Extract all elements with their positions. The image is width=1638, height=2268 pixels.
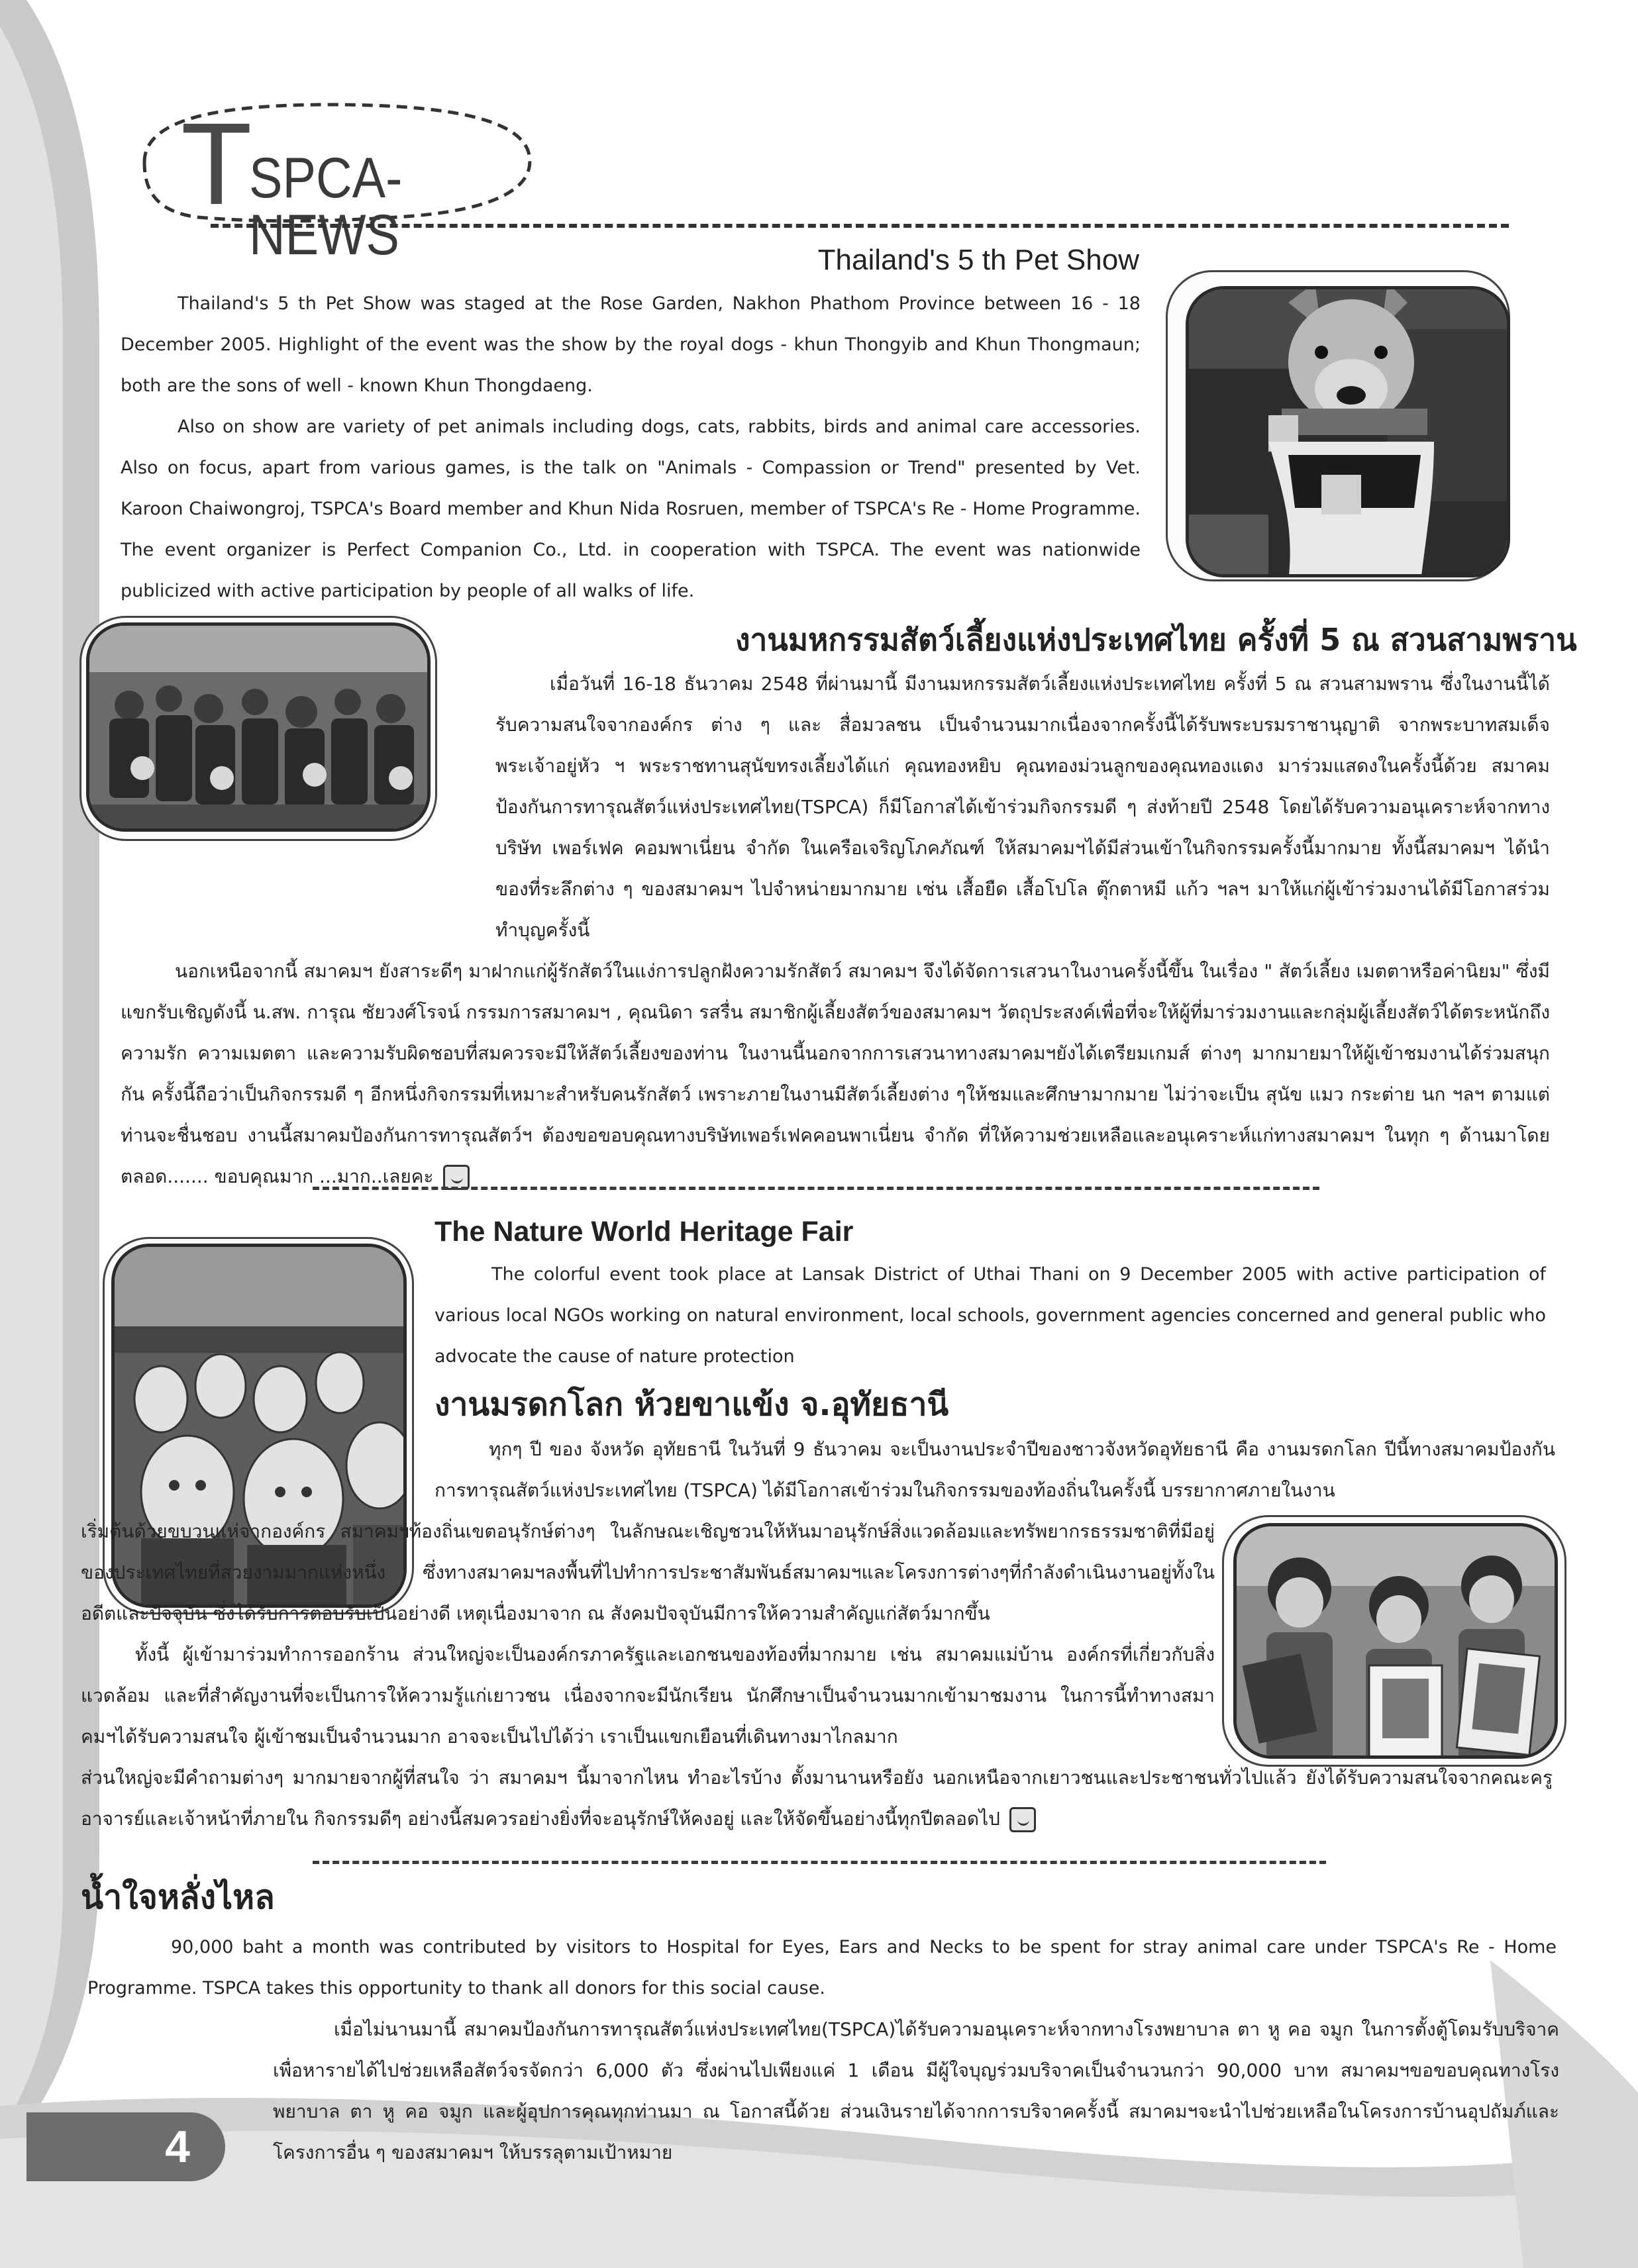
masthead-title: SPCA-NEWS <box>249 146 403 267</box>
pet-show-body-en <box>121 283 1141 612</box>
pet-show-th-paragraph-2-text: นอกเหนือจากนี้ สมาคมฯ ยังสาระดีๆ มาฝากแก่ผู้รักสัตว์ในแง่การปลูกฝังความรักสัตว์ สมาคมฯ จึงได้จัดการเสวนาในงานครั้งนี้ขึ้น ในเรื่อง " สัตว์เลี้ยง เมตตาหรือค่านิยม" ซึ่งมีแขกรับเชิญดังนี้ น.สพ. การุณ ชัยวงศ์โรจน์ กรรมการสมาคมฯ , คุณนิดา รสรื่น สมาชิกผู้เลี้ยงสัตว์ของสมาคมฯ วัตถุประสงค์เพื่อที่จะให้ผู้ที่มาร่วมงานและกลุ่มผู้เลี้ยงสัตว์ได้ตระหนักถึงความรัก ความเมตตา และความรับผิดชอบที่สมควรจะมีให้สัตว์เลี้ยงของท่าน ในงานนี้นอกจากการเสวนาทางสมาคมฯยังได้เตรียมเกมส์ ต่างๆ มากมายมาให้ผู้เข้าชมงานได้ร่วมสนุกกัน ครั้งนี้ถือว่าเป็นกิจกรรมดี ๆ อีกหนึ่งกิจกรรมที่เหมาะสำหรับคนรักสัตว์ เพราะภายในงานมีสัตว์เลี้ยงต่าง ๆให้ชมและศึกษามากมาย ไม่ว่าจะเป็น สุนัข แมว กระต่าย นก ฯลฯ ตามแต่ท่านจะชื่นชอบ งานนี้สมาคมป้องกันการทารุณสัตว์ฯ ต้องขอขอบคุณทางบริษัทเพอร์เฟคคอนพาเนี่ยน จำกัด ที่ให้ความช่วยเหลือและอนุเคราะห์แก่ทางสมาคมฯ ในทุก ๆ ด้านมาโดยตลอด....... ขอบคุณมาก ...มาก..เลยคะ <box>121 960 1550 1187</box>
wave-icon <box>1009 1807 1036 1832</box>
pet-show-paragraph-2: Also on show are variety of pet animals including dogs, cats, rabbits, birds and animal care accessories. Also on focus, apart from various games, is the talk on "Animals - Compassion or Trend" presented by Vet. Karoon Chaiwongroj, TSPCA's Board member and Khun Nida Rosruen, member of TSPCA's Re - Home Programme. The event organizer is Perfect Companion Co., Ltd. in cooperation with TSPCA. The event was nationwide publicized with active participation by people of all walks of life. <box>121 417 1141 601</box>
royal-dog-photo <box>1186 286 1510 577</box>
pet-show-title-th: งานมหกรรมสัตว์เลี้ยงแห่งประเทศไทย ครั้งที่ 5 ณ สวนสามพราน <box>735 622 1577 658</box>
heritage-th-paragraph-2: เริ่มต้นด้วยขบวนแห่จากองค์กร สมาคมฯท้องถิ่นเขตอนุรักษ์ต่างๆ ในลักษณะเชิญชวนให้หันมาอนุรักษ์สิ่งแวดล้อมและทรัพยากรธรรมชาติที่มีอยู่ของประเทศไทยที่สวยงามมากแห่งหนึ่ง ซึ่งทางสมาคมฯลงพื้นที่ไปทำการประชาสัมพันธ์สมาคมฯและโครงการต่างๆที่กำลังดำเนินงานอยู่ทั้งในอดีตและปัจจุบัน ซึ่งได้รับการตอบรับเป็นอย่างดี เหตุเนื่องมาจาก ณ สังคมปัจจุบันมีการให้ความสำคัญแก่สัตว์มากขึ้น <box>81 1520 1215 1624</box>
header-divider <box>211 224 1509 228</box>
heritage-th-paragraph-3: ทั้งนี้ ผู้เข้ามาร่วมทำการออกร้าน ส่วนใหญ่จะเป็นองค์กรภาครัฐและเอกชนของท้องที่มากมาย เช่น สมาคมแม่บ้าน องค์กรที่เกี่ยวกับสิ่งแวดล้อม และที่สำคัญงานที่จะเป็นการให้ความรู้แก่เยาวชน เนื่องจากจะมีนักเรียน นักศึกษาเป็นจำนวนมากเข้ามาชมงาน ในการนี้ทำทางสมาคมฯได้รับความสนใจ ผู้เข้าชมเป็นจำนวนมาก อาจจะเป็นไปได้ว่า เราเป็นแขกเยือนที่เดินทางมาไกลมาก <box>81 1644 1215 1748</box>
heritage-th-body-left <box>81 1511 1215 1757</box>
heritage-th-paragraph-4-text: ส่วนใหญ่จะมีคำถามต่างๆ มากมายจากผู้ที่สนใจ ว่า สมาคมฯ นี้มาจากไหน ทำอะไรบ้าง ตั้งมานานหรือยัง นอกเหนือจากเยาวชนและประชาชนทั่วไปแล้ว ยังได้รับความสนใจจากคณะครูอาจารย์และเจ้าหน้าที่ภายใน กิจกรรมดีๆ อย่างนี้สมควรอย่างยิ่งที่จะอนุรักษ์ให้คงอยู่ และให้จัดขึ้นอย่างนี้ทุกปีตลอดไป <box>81 1767 1553 1830</box>
pet-show-body-th <box>121 664 1550 1197</box>
heritage-title-en: The Nature World Heritage Fair <box>435 1216 854 1248</box>
donation-body-th: เมื่อไม่นานมานี้ สมาคมป้องกันการทารุณสัตว์แห่งประเทศไทย(TSPCA)ได้รับความอนุเคราะห์จากทางโรงพยาบาล ตา หู คอ จมูก ในการตั้งตู้โดมรับบริจาค เพื่อหารายได้ไปช่วยเหลือสัตว์จรจัดกว่า 6,000 ตัว ซึ่งผ่านไปเพียงแค่ 1 เดือน มีผู้ใจบุญร่วมบริจาคเป็นจำนวนกว่า 90,000 บาท สมาคมฯขอขอบคุณทางโรงพยาบาล ตา หู คอ จมูก และผู้อุปการคุณทุกท่านมา ณ โอกาสนี้ด้วย ส่วนเงินรายได้จากการบริจาคครั้งนี้ สมาคมฯจะนำไปช่วยเหลือในโครงการบ้านอุปถัมภ์และโครงการอื่น ๆ ของสมาคมฯ ให้บรรลุตามเป้าหมาย <box>273 2018 1559 2163</box>
section-divider-2 <box>313 1861 1326 1864</box>
heritage-title-th: งานมรดกโลก ห้วยขาแข้ง จ.อุทัยธานี <box>435 1386 949 1423</box>
donation-title-th: น้ำใจหลั่งไหล <box>81 1878 275 1916</box>
donation-body-en: 90,000 baht a month was contributed by visitors to Hospital for Eyes, Ears and Necks to be spent for stray animal care under TSPCA's Re - Home Programme. TSPCA takes this opportunity to thank all donors for this social cause. <box>87 1937 1557 1998</box>
children-photo <box>1233 1523 1558 1759</box>
heritage-body-en: The colorful event took place at Lansak District of Uthai Thani on 9 December 2005 with active participation of various local NGOs working on natural environment, local schools, government agencies concerned and general public who advocate the cause of nature protection <box>435 1264 1546 1367</box>
pet-show-title-en: Thailand's 5 th Pet Show <box>817 244 1139 276</box>
pet-show-paragraph-1: Thailand's 5 th Pet Show was staged at the Rose Garden, Nakhon Phathom Province between 16 - 18 December 2005. Highlight of the event was the show by the royal dogs - khun Thongyib and Khun Thongmaun; both are the sons of well - known Khun Thongdaeng. <box>121 293 1141 396</box>
heritage-th-paragraph-4 <box>81 1757 1553 1840</box>
page-number: 4 <box>165 2122 190 2172</box>
section-divider-1 <box>313 1187 1319 1190</box>
masthead-letter: T <box>181 99 251 229</box>
pet-show-th-paragraph-1: เมื่อวันที่ 16-18 ธันวาคม 2548 ที่ผ่านมานี้ มีงานมหกรรมสัตว์เลี้ยงแห่งประเทศไทย ครั้งที่ 5 ณ สวนสามพราน ซึ่งในงานนี้ได้รับความสนใจจากองค์กร ต่าง ๆ และ สื่อมวลชน เป็นจำนวนมากเนื่องจากครั้งนี้ได้รับพระบรมราชานุญาติ จากพระบาทสมเด็จพระเจ้าอยู่หัว ฯ พระราชทานสุนัขทรงเลี้ยงได้แก่ คุณทองหยิบ คุณทองม่วนลูกของคุณทองแดง มาร่วมแสดงในครั้งนี้ด้วย สมาคมป้องกันการทารุณสัตว์แห่งประเทศไทย(TSPCA) ก็มีโอกาสได้เข้าร่วมกิจกรรมดี ๆ ส่งท้ายปี 2548 โดยได้รับความอนุเคราะห์จากทางบริษัท เพอร์เฟค คอมพาเนี่ยน จำกัด ในเครือเจริญโภคภัณฑ์ ให้สมาคมฯได้มีส่วนเข้าในกิจกรรมครั้งนี้มากมาย ทั้งนี้สมาคมฯ ได้นำของที่ระลึกต่าง ๆ ของสมาคมฯ ไปจำหน่ายมากมาย เช่น เสื้อยืด เสื้อโปโล ตุ๊กตาหมี แก้ว ฯลฯ มาให้แก่ผู้เข้าร่วมงานได้มีโอกาสร่วมทำบุญครั้งนี้ <box>495 673 1550 941</box>
masthead <box>118 99 542 267</box>
heritage-th-intro: ทุกๆ ปี ของ จังหวัด อุทัยธานี ในวันที่ 9 ธันวาคม จะเป็นงานประจำปีของชาวจังหวัดอุทัยธานี คือ งานมรดกโลก ปีนี้ทางสมาคมป้องกันการทารุณสัตว์แห่งประเทศไทย (TSPCA) ได้มีโอกาสเข้าร่วมในกิจกรรมของท้องถิ่นในครั้งนี้ บรรยากาศภายในงาน <box>435 1438 1555 1501</box>
pet-show-th-paragraph-2 <box>121 951 1550 1197</box>
